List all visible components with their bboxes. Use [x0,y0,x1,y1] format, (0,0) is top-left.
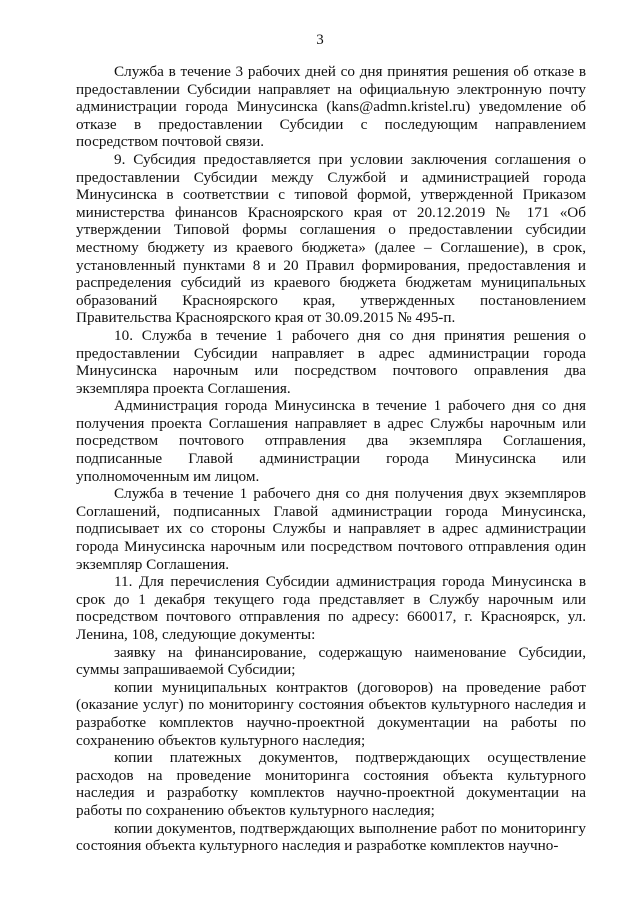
document-body [76,63,586,855]
list-item-payment-copies: копии платежных документов, подтверждающих осуществление расходов на проведение мониторинга состояния объекта культурного наследия и разработку комплектов научно-проектной документации на работы по сохранению объектов культурного наследия; [76,749,586,819]
paragraph-service-signing: Служба в течение 1 рабочего дня со дня получения двух экземпляров Соглашений, подписанных Главой администрации города Минусинска, подписывает их со стороны Службы и направляет в адрес администрации города Минусинска нарочным или посредством почтового отправления один экземпляр Соглашения. [76,485,586,573]
paragraph-11-documents: 11. Для перечисления Субсидии администрация города Минусинска в срок до 1 декабря текущего года представляет в Службу нарочным или посредством почтового отправления по адресу: 660017, г. Красноярск, ул. Ленина, 108, следующие документы: [76,573,586,643]
paragraph-10-agreement-draft: 10. Служба в течение 1 рабочего дня со дня принятия решения о предоставлении Субсидии направляет в адрес администрации города Минусинска нарочным или посредством почтового оправления два экземпляра проекта Соглашения. [76,326,586,397]
paragraph-9-subsidy-agreement: 9. Субсидия предоставляется при условии заключения соглашения о предоставлении Субсидии между Службой и администрацией города Минусинска в соответствии с типовой формой, утвержденной Приказом министерства финансов Красноярского края от 20.12.2019 № 171 «Об утверждении Типовой формы соглашения о предоставлении субсидии местному бюджету из краевого бюджета» (далее – Соглашение), в срок, установленный пунктами 8 и 20 Правил формирования, предоставления и распределения субсидий из краевого бюджета бюджетам муниципальных образований Красноярского края, утвержденных постановлением Правительства Красноярского края от 30.09.2015 № 495-п. [76,150,586,327]
paragraph-administration-response: Администрация города Минусинска в течение 1 рабочего дня со дня получения проекта Соглашения направляет в адрес Службы нарочным или посредством почтового отправления два экземпляра Соглашения, подписанные Главой администрации города Минусинска или уполномоченным им лицом. [76,397,586,485]
list-item-funding-request: заявку на финансирование, содержащую наименование Субсидии, суммы запрашиваемой Субсидии; [76,643,586,679]
list-item-completion-copies: копии документов, подтверждающих выполнение работ по мониторингу состояния объекта культурного наследия и разработке комплектов научно- [76,819,586,855]
page-number: 3 [316,32,324,48]
list-item-contract-copies: копии муниципальных контрактов (договоров) на проведение работ (оказание услуг) по мониторингу состояния объектов культурного наследия и разработке комплектов научно-проектной документации на работы по сохранению объектов культурного наследия; [76,678,586,749]
paragraph-refusal-notice: Служба в течение 3 рабочих дней со дня принятия решения об отказе в предоставлении Субсидии направляет на официальную электронную почту администрации города Минусинска (kans@admn.kristel.ru) уведомление об отказе в предоставлении Субсидии с последующим направлением посредством почтовой связи. [76,63,586,151]
